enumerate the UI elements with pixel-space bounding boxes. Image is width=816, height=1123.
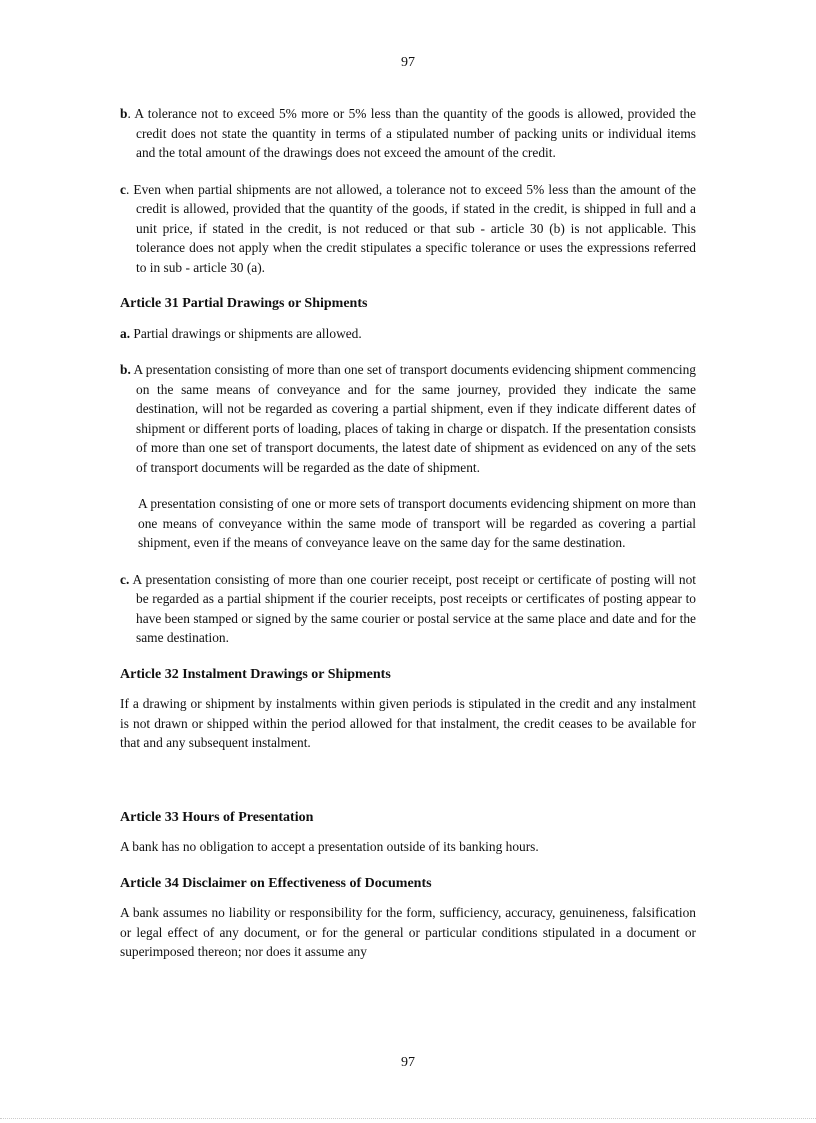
article34-heading: Article 34 Disclaimer on Effectiveness of Documents — [120, 875, 432, 891]
item-text: A presentation consisting of more than one courier receipt, post receipt or certificate of posting will not be regarded as a partial shipment if the courier receipts, post receipts or certificates of posting appear to have been stamped or signed by the same courier or postal service at the same place and date and for the same destination. — [129, 571, 696, 645]
item-text: Partial drawings or shipments are allowed. — [130, 325, 362, 341]
page-edge-divider — [0, 1118, 816, 1119]
article31-item-a — [120, 324, 696, 344]
article31-item-b — [120, 360, 696, 477]
spacer — [120, 770, 696, 808]
article32-text: If a drawing or shipment by instalments within given periods is stipulated in the credit and any instalment is not drawn or shipped within the period allowed for that instalment, the credit ceases to be available for that and any subsequent instalment. — [120, 696, 696, 750]
item-label: c. — [120, 571, 130, 587]
article31-item-c — [120, 570, 696, 648]
item-text: . Even when partial shipments are not allowed, a tolerance not to exceed 5% less than the amount of the credit is allowed, provided that the quantity of the goods, if stated in the credit, is shipped in full and a unit price, if stated in the credit, is not reduced or that sub - article 30 (b) is not applicable. This tolerance does not apply when the credit stipulates a specific tolerance or uses the expressions referred to in sub - article 30 (a). — [125, 181, 696, 275]
item-label: a. — [120, 325, 131, 341]
article34-text: A bank assumes no liability or responsibility for the form, sufficiency, accuracy, genuineness, falsification or legal effect of any document, or for the general or particular conditions stipulated in a document or superimposed thereon; nor does it assume any — [120, 905, 696, 959]
item-text: A presentation consisting of more than one set of transport documents evidencing shipment commencing on the same means of conveyance and for the same journey, provided they indicate the same destination, will not be regarded as covering a partial shipment, even if they indicate different dates of shipment or different ports of loading, places of taking in charge or dispatch. If the presentation consists of more than one set of transport documents, the latest date of shipment as evidenced on any of the sets of transport documents will be regarded as the date of shipment. — [130, 362, 696, 475]
item-label: b — [120, 106, 128, 121]
article33-text: A bank has no obligation to accept a presentation outside of its banking hours. — [120, 839, 539, 854]
article30-item-c — [120, 180, 696, 278]
item-label: c — [120, 181, 126, 197]
article31-item-b-para2: A presentation consisting of one or more sets of transport documents evidencing shipment on more than one means of conveyance within the same mode of transport will be regarded as covering a partial shipment, even if the means of conveyance leave on the same day for the same destination. — [138, 496, 696, 550]
document-body — [120, 104, 696, 979]
article33-heading: Article 33 Hours of Presentation — [120, 809, 314, 825]
page-number-bottom: 97 — [401, 1055, 415, 1070]
item-label: b. — [120, 362, 131, 377]
article30-item-b — [120, 104, 696, 163]
item-text: . A tolerance not to exceed 5% more or 5% less than the quantity of the goods is allowed, provided the credit does not state the quantity in terms of a stipulated number of packing units or individual items and the total amount of the drawings does not exceed the amount of the credit. — [127, 106, 696, 160]
article31-heading: Article 31 Partial Drawings or Shipments — [120, 296, 368, 311]
page-number-top: 97 — [401, 55, 415, 70]
article32-heading: Article 32 Instalment Drawings or Shipments — [120, 666, 391, 682]
